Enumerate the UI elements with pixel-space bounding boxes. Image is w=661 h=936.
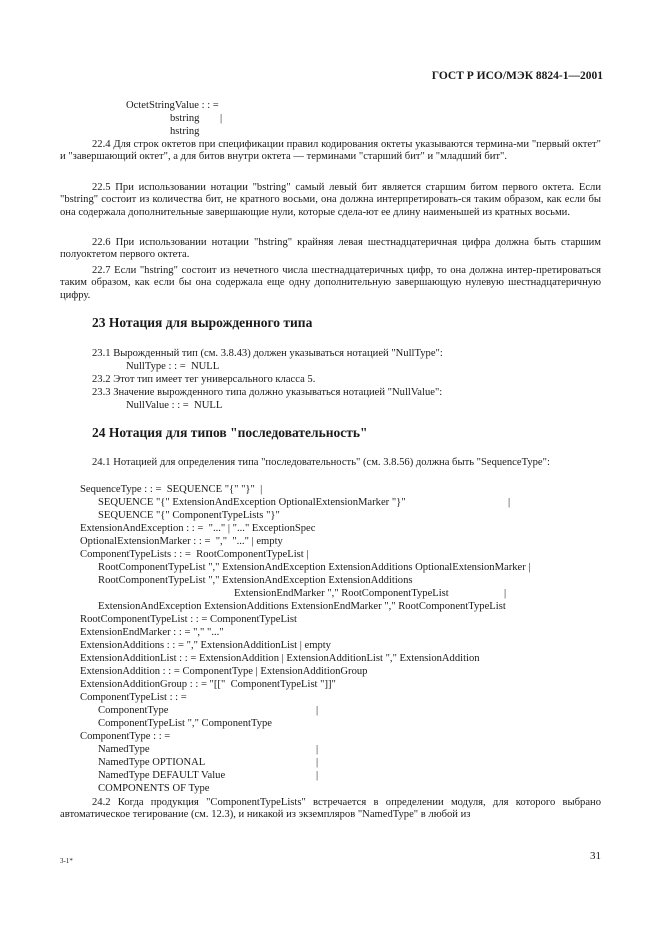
grammar-line: OptionalExtensionMarker : : = "," "..." | empty (80, 536, 283, 547)
line-23-1: 23.1 Вырожденный тип (см. 3.8.43) должен указываться нотацией "NullType": (92, 348, 443, 359)
grammar-bar: | (316, 705, 319, 716)
grammar-line: NamedType DEFAULT Value (98, 770, 226, 781)
paragraph-22-5: 22.5 При использовании нотации "bstring" самый левый бит является старшим битом первого октета. Если "bstring" состоит из количества бит, не кратного восьми, она должна интерпретировать-ся таким образом, как если бы она содержала дополнительные завершающие нули, которые сдела-ют ее длину наименьшей из кратных восьми. (60, 182, 601, 218)
paragraph-24-2: 24.2 Когда продукция "ComponentTypeLists" встречается в определении модуля, для которого выбрано автоматическое тегирование (см. 12.3), и никакой из экземпляров "NamedType" в любой из (60, 797, 601, 821)
page-number: 31 (590, 850, 601, 862)
paragraph-24-1: 24.1 Нотацией для определения типа "последовательность" (см. 3.8.56) должна быть "SequenceType": (92, 457, 550, 468)
grammar-line: ExtensionAdditionList : : = ExtensionAddition | ExtensionAdditionList "," ExtensionAddition (80, 653, 480, 664)
grammar-line: RootComponentTypeList "," ExtensionAndException ExtensionAdditions OptionalExtensionMarker | (98, 562, 531, 573)
line-23-2: 23.2 Этот тип имеет тег универсального класса 5. (92, 374, 316, 385)
grammar-line: ExtensionAdditionGroup : : = "[[" ComponentTypeList "]]" (80, 679, 336, 690)
grammar-line: RootComponentTypeList "," ExtensionAndException ExtensionAdditions (98, 575, 413, 586)
section-23-title: 23 Нотация для вырожденного типа (92, 315, 313, 330)
grammar-bar: | (220, 113, 223, 124)
grammar-nullvalue: NullValue : : = NULL (126, 400, 223, 411)
grammar-line: ExtensionAddition : : = ComponentType | ExtensionAdditionGroup (80, 666, 368, 677)
grammar-bar: | (508, 497, 511, 508)
section-24-title: 24 Нотация для типов "последовательность" (92, 425, 368, 440)
grammar-line: ComponentTypeList "," ComponentType (98, 718, 272, 729)
paragraph-22-7: 22.7 Если "hstring" состоит из нечетного числа шестнадцатеричных цифр, то она должна интер-претироваться таким образом, как если бы она содержала еще одну дополнительную завершающую нулевую шестнадцатеричную цифру. (60, 265, 601, 301)
grammar-line: NamedType (98, 744, 150, 755)
grammar-bar: | (316, 770, 319, 781)
grammar-line: COMPONENTS OF Type (98, 783, 210, 794)
grammar-octetstringvalue: OctetStringValue : : = (126, 100, 219, 111)
grammar-bar: | (504, 588, 507, 599)
grammar-line: SEQUENCE "{" ComponentTypeLists "}" (98, 510, 280, 521)
grammar-line: ExtensionAndException ExtensionAdditions ExtensionEndMarker "," RootComponentTypeList (98, 601, 506, 612)
paragraph-22-4: 22.4 Для строк октетов при спецификации правил кодирования октеты указываются термина-ми "первый октет" и "завершающий октет", а для битов внутри октета — терминами "старший бит" и "младший бит". (60, 139, 601, 163)
document-header: ГОСТ Р ИСО/МЭК 8824-1—2001 (431, 70, 603, 82)
grammar-bar: | (316, 744, 319, 755)
grammar-hstring: hstring (170, 126, 200, 137)
grammar-line: SEQUENCE "{" ExtensionAndException OptionalExtensionMarker "}" (98, 497, 406, 508)
grammar-nulltype: NullType : : = NULL (126, 361, 220, 372)
grammar-line: RootComponentTypeList : : = ComponentTypeList (80, 614, 297, 625)
grammar-line: ExtensionEndMarker : : = "," "..." (80, 627, 224, 638)
grammar-line: ExtensionAndException : : = "..." | "..." ExceptionSpec (80, 523, 316, 534)
grammar-line: NamedType OPTIONAL (98, 757, 206, 768)
grammar-line: ExtensionAdditions : : = "," ExtensionAdditionList | empty (80, 640, 331, 651)
grammar-line: ComponentType (98, 705, 169, 716)
grammar-line: ExtensionEndMarker "," RootComponentTypeList (234, 588, 449, 599)
paragraph-22-6: 22.6 При использовании нотации "hstring" крайняя левая шестнадцатеричная цифра должна быть старшим полуоктетом первого октета. (60, 237, 601, 261)
grammar-line: ComponentType : : = (80, 731, 171, 742)
grammar-line: ComponentTypeList : : = (80, 692, 187, 703)
footer-signature: 3-1* (60, 857, 73, 865)
grammar-line: SequenceType : : = SEQUENCE "{" "}" | (80, 484, 263, 495)
grammar-bar: | (316, 757, 319, 768)
grammar-line: ComponentTypeLists : : = RootComponentTypeList | (80, 549, 309, 560)
line-23-3: 23.3 Значение вырожденного типа должно указываться нотацией "NullValue": (92, 387, 443, 398)
grammar-bstring: bstring (170, 113, 200, 124)
